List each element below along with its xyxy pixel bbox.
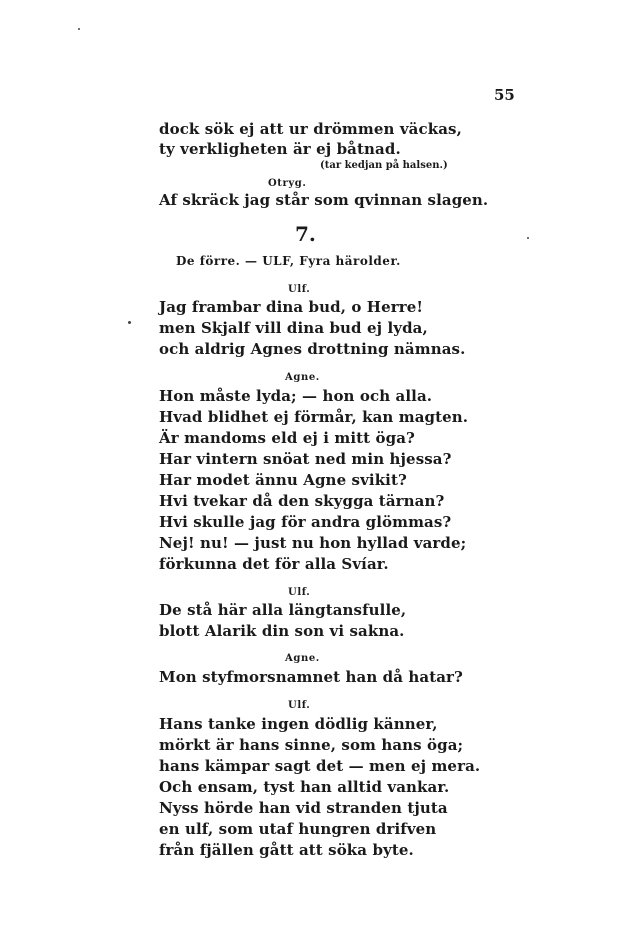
verse-line: Hans tanke ingen dödlig känner, xyxy=(159,715,438,733)
verse-line: Nej! nu! — just nu hon hyllad varde; xyxy=(159,534,467,552)
verse-line: ty verkligheten är ej båtnad. xyxy=(159,140,401,158)
speaker-ulf: Ulf. xyxy=(288,700,311,711)
ink-speck xyxy=(527,237,529,239)
page-number: 55 xyxy=(494,86,515,104)
verse-line: och aldrig Agnes drottning nämnas. xyxy=(159,340,466,358)
verse-line: men Skjalf vill dina bud ej lyda, xyxy=(159,319,428,337)
speaker-agne: Agne. xyxy=(285,372,320,383)
verse-line: Har modet ännu Agne svikit? xyxy=(159,471,407,489)
verse-line: dock sök ej att ur drömmen väckas, xyxy=(159,120,462,138)
speaker-otryg: Otryg. xyxy=(268,178,307,189)
verse-line: en ulf, som utaf hungren drifven xyxy=(159,820,437,838)
verse-line: blott Alarik din son vi sakna. xyxy=(159,622,405,640)
verse-line: Är mandoms eld ej i mitt öga? xyxy=(159,429,415,447)
speaker-ulf: Ulf. xyxy=(288,284,311,295)
stage-direction: (tar kedjan på halsen.) xyxy=(320,160,448,171)
verse-line: Och ensam, tyst han alltid vankar. xyxy=(159,778,450,796)
speaker-agne: Agne. xyxy=(285,653,320,664)
ink-speck xyxy=(128,321,131,324)
scene-number: 7. xyxy=(295,222,316,246)
verse-line: Har vintern snöat ned min hjessa? xyxy=(159,450,452,468)
ink-speck xyxy=(78,28,80,30)
verse-line: Nyss hörde han vid stranden tjuta xyxy=(159,799,448,817)
verse-line: De stå här alla längtansfulle, xyxy=(159,601,407,619)
verse-line: mörkt är hans sinne, som hans öga; xyxy=(159,736,464,754)
verse-line: hans kämpar sagt det — men ej mera. xyxy=(159,757,481,775)
verse-line: Hvi tvekar då den skygga tärnan? xyxy=(159,492,445,510)
verse-line: Mon styfmorsnamnet han då hatar? xyxy=(159,668,463,686)
verse-line: Jag frambar dina bud, o Herre! xyxy=(159,298,424,316)
speaker-ulf: Ulf. xyxy=(288,587,311,598)
scene-heading: De förre. — ULF, Fyra härolder. xyxy=(176,254,401,268)
verse-line: förkunna det för alla Svíar. xyxy=(159,555,389,573)
verse-line: Hvi skulle jag för andra glömmas? xyxy=(159,513,452,531)
verse-line: Hon måste lyda; — hon och alla. xyxy=(159,387,433,405)
verse-line: Hvad blidhet ej förmår, kan magten. xyxy=(159,408,469,426)
verse-line: Af skräck jag står som qvinnan slagen. xyxy=(159,191,489,209)
verse-line: från fjällen gått att söka byte. xyxy=(159,841,414,859)
